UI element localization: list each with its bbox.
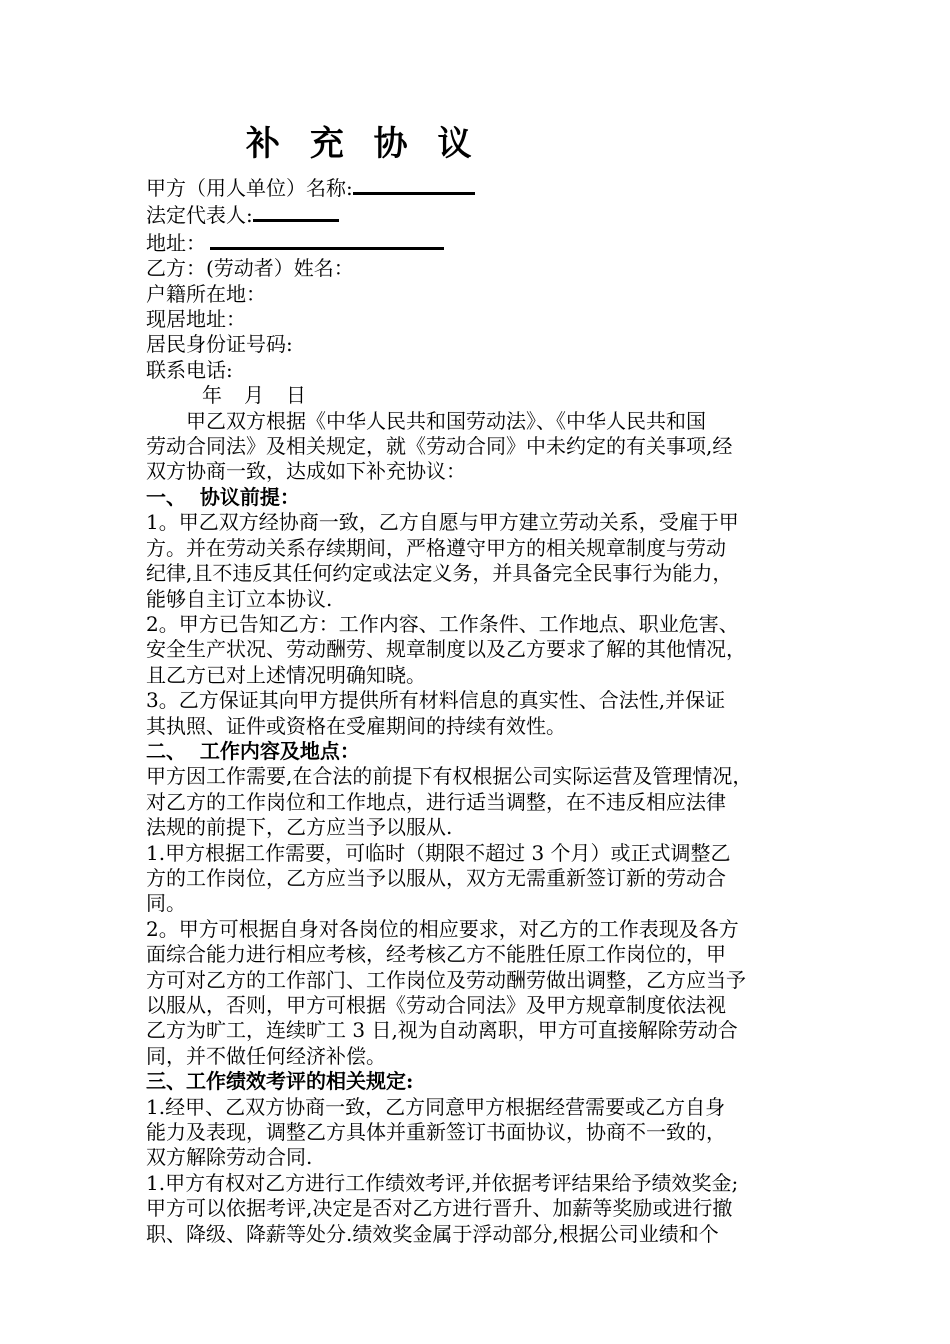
paragraph-line: 方。并在劳动关系存续期间，严格遵守甲方的相关规章制度与劳动 <box>146 535 726 560</box>
party-a-name-row <box>146 174 826 201</box>
address-label: 地址： <box>146 230 206 255</box>
intro-line: 双方协商一致，达成如下补充协议： <box>146 459 466 484</box>
intro-line: 劳动合同法》及相关规定，就《劳动合同》中未约定的有关事项,经 <box>146 434 733 459</box>
paragraph-line: 甲方可以依据考评,决定是否对乙方进行晋升、加薪等奖励或进行撤 <box>146 1196 733 1221</box>
section-heading: 一、 协议前提： <box>146 484 300 509</box>
section-heading: 二、 工作内容及地点： <box>146 738 360 763</box>
date-month: 月 <box>244 383 264 408</box>
paragraph-line: 3。乙方保证其向甲方提供所有材料信息的真实性、合法性,并保证 <box>146 688 726 713</box>
paragraph-line: 方的工作岗位，乙方应当予以服从，双方无需重新签订新的劳动合 <box>146 865 726 890</box>
paragraph-line: 职、降级、降薪等处分.绩效奖金属于浮动部分,根据公司业绩和个 <box>146 1221 719 1246</box>
paragraph-line: 能力及表现，调整乙方具体并重新签订书面协议，协商不一致的， <box>146 1120 726 1145</box>
document-title: 补 充 协 议 <box>246 124 481 164</box>
party-a-name-blank <box>353 174 475 195</box>
paragraph-line: 2。甲方已告知乙方：工作内容、工作条件、工作地点、职业危害、 <box>146 611 739 636</box>
paragraph-line: 2。甲方可根据自身对各岗位的相应要求，对乙方的工作表现及各方 <box>146 916 739 941</box>
paragraph-line: 面综合能力进行相应考核，经考核乙方不能胜任原工作岗位的，甲 <box>146 942 726 967</box>
current-address-label: 现居地址： <box>146 307 246 332</box>
date-row <box>146 383 826 408</box>
address-row <box>146 229 826 256</box>
paragraph-line: 安全生产状况、劳动酬劳、规章制度以及乙方要求了解的其他情况， <box>146 637 746 662</box>
paragraph-line: 1。甲乙双方经协商一致，乙方自愿与甲方建立劳动关系，受雇于甲 <box>146 510 739 535</box>
date-year: 年 <box>202 383 222 408</box>
legal-rep-row <box>146 201 826 228</box>
paragraph-line: 同，并不做任何经济补偿。 <box>146 1043 386 1068</box>
paragraph-line: 双方解除劳动合同. <box>146 1145 313 1170</box>
paragraph-line: 方可对乙方的工作部门、工作岗位及劳动酬劳做出调整，乙方应当予 <box>146 967 746 992</box>
paragraph-line: 且乙方已对上述情况明确知晓。 <box>146 662 426 687</box>
section-heading: 三、工作绩效考评的相关规定: <box>146 1069 414 1094</box>
paragraph-line: 对乙方的工作岗位和工作地点，进行适当调整，在不违反相应法律 <box>146 789 726 814</box>
paragraph-line: 纪律,且不违反其任何约定或法定义务，并具备完全民事行为能力， <box>146 561 733 586</box>
address-blank <box>210 229 444 250</box>
paragraph-line: 以服从，否则，甲方可根据《劳动合同法》及甲方规章制度依法视 <box>146 993 726 1017</box>
paragraph-line: 甲方因工作需要,在合法的前提下有权根据公司实际运营及管理情况， <box>146 764 753 789</box>
phone-label: 联系电话: <box>146 357 233 382</box>
paragraph-line: 法规的前提下，乙方应当予以服从. <box>146 815 453 840</box>
paragraph-line: 乙方为旷工，连续旷工 3 日,视为自动离职，甲方可直接解除劳动合 <box>146 1018 738 1043</box>
party-b-name-label: 乙方：(劳动者）姓名： <box>146 256 354 281</box>
legal-rep-blank <box>253 201 339 222</box>
id-number-label: 居民身份证号码: <box>146 332 293 357</box>
household-label: 户籍所在地： <box>146 281 266 306</box>
date-day: 日 <box>286 383 306 408</box>
paragraph-line: 1.甲方有权对乙方进行工作绩效考评,并依据考评结果给予绩效奖金; <box>146 1170 739 1195</box>
intro-line: 甲乙双方根据《中华人民共和国劳动法》、《中华人民共和国 <box>186 408 706 433</box>
document-body <box>146 174 826 1247</box>
paragraph-line: 能够自主订立本协议. <box>146 586 333 611</box>
legal-rep-label: 法定代表人: <box>146 203 253 228</box>
paragraph-line: 1.甲方根据工作需要，可临时（期限不超过 3 个月）或正式调整乙 <box>146 840 731 865</box>
party-a-name-label: 甲方（用人单位）名称: <box>146 176 353 200</box>
paragraph-line: 1.经甲、乙双方协商一致，乙方同意甲方根据经营需要或乙方自身 <box>146 1094 726 1119</box>
paragraph-line: 同。 <box>146 891 186 916</box>
paragraph-line: 其执照、证件或资格在受雇期间的持续有效性。 <box>146 713 566 738</box>
